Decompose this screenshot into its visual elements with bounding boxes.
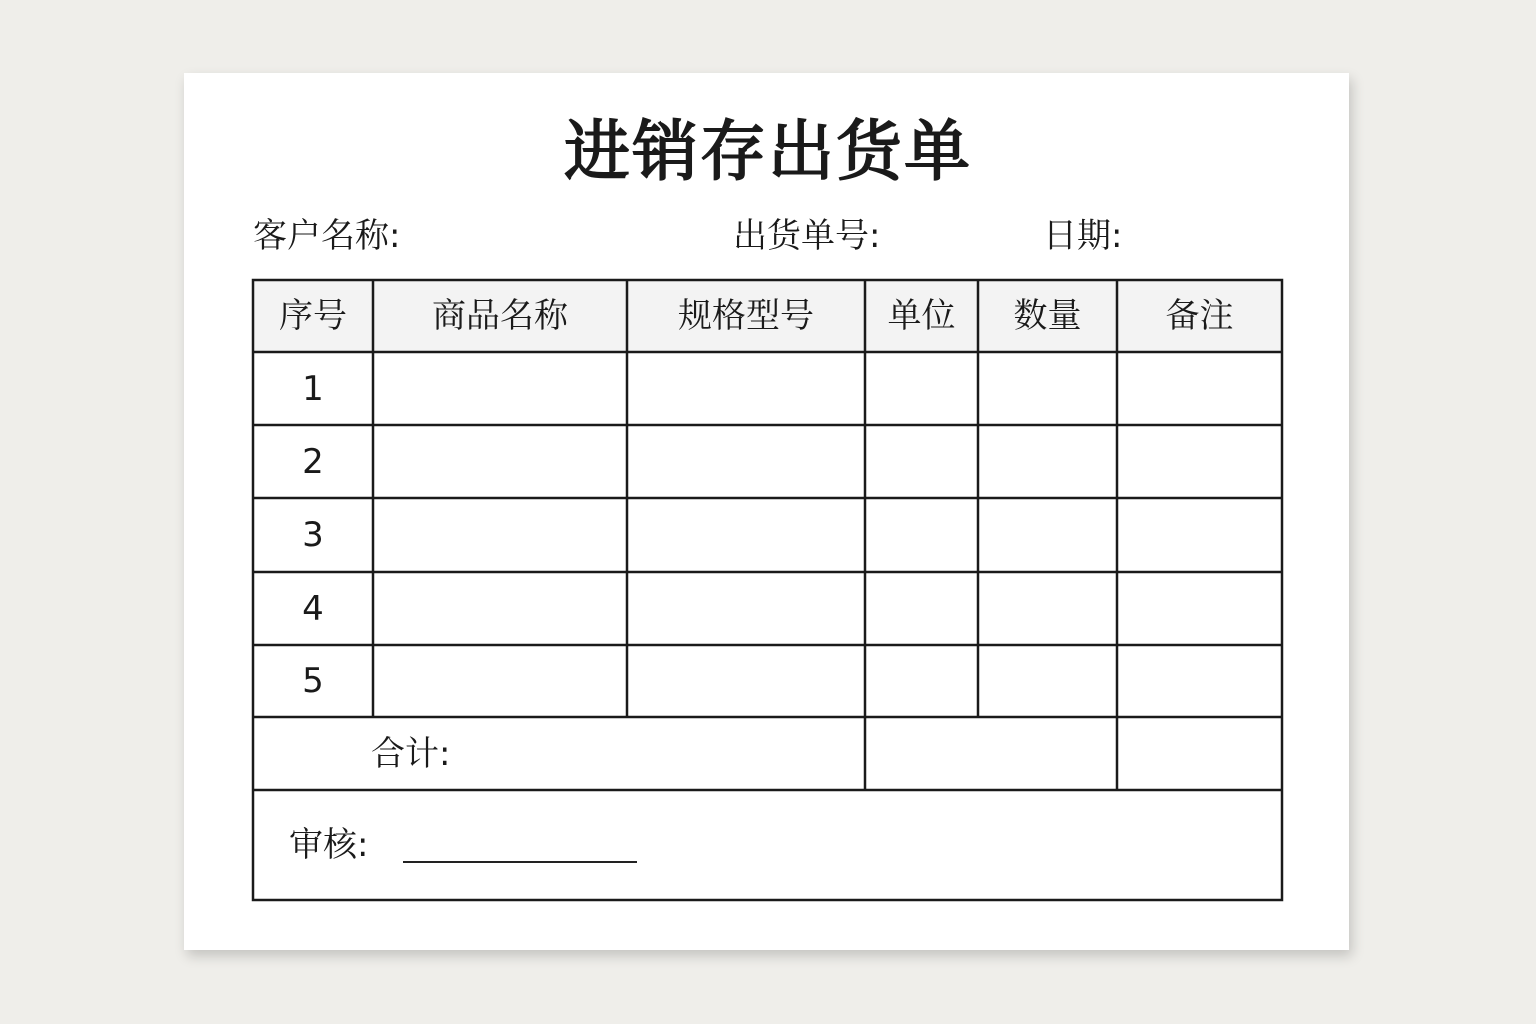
row-number: 5 [302, 661, 324, 701]
row-number: 1 [302, 369, 324, 409]
header-quantity: 数量 [1013, 296, 1082, 336]
date-label: 日期: [1043, 216, 1123, 256]
header-index: 序号 [279, 296, 347, 336]
customer-name-label: 客户名称: [253, 216, 401, 256]
review-label: 审核: [289, 825, 369, 865]
row-number: 4 [302, 589, 324, 629]
header-spec-model: 规格型号 [678, 296, 814, 336]
order-number-label: 出货单号: [733, 216, 881, 256]
total-label: 合计: [371, 734, 451, 774]
row-number: 2 [302, 442, 324, 482]
table-border [253, 280, 1282, 900]
form-title: 进销存出货单 [564, 113, 972, 190]
review-signature-line[interactable] [403, 861, 637, 863]
header-product-name: 商品名称 [432, 296, 568, 336]
header-remarks: 备注 [1165, 296, 1234, 336]
header-unit: 单位 [887, 296, 956, 336]
row-number: 3 [302, 515, 324, 555]
